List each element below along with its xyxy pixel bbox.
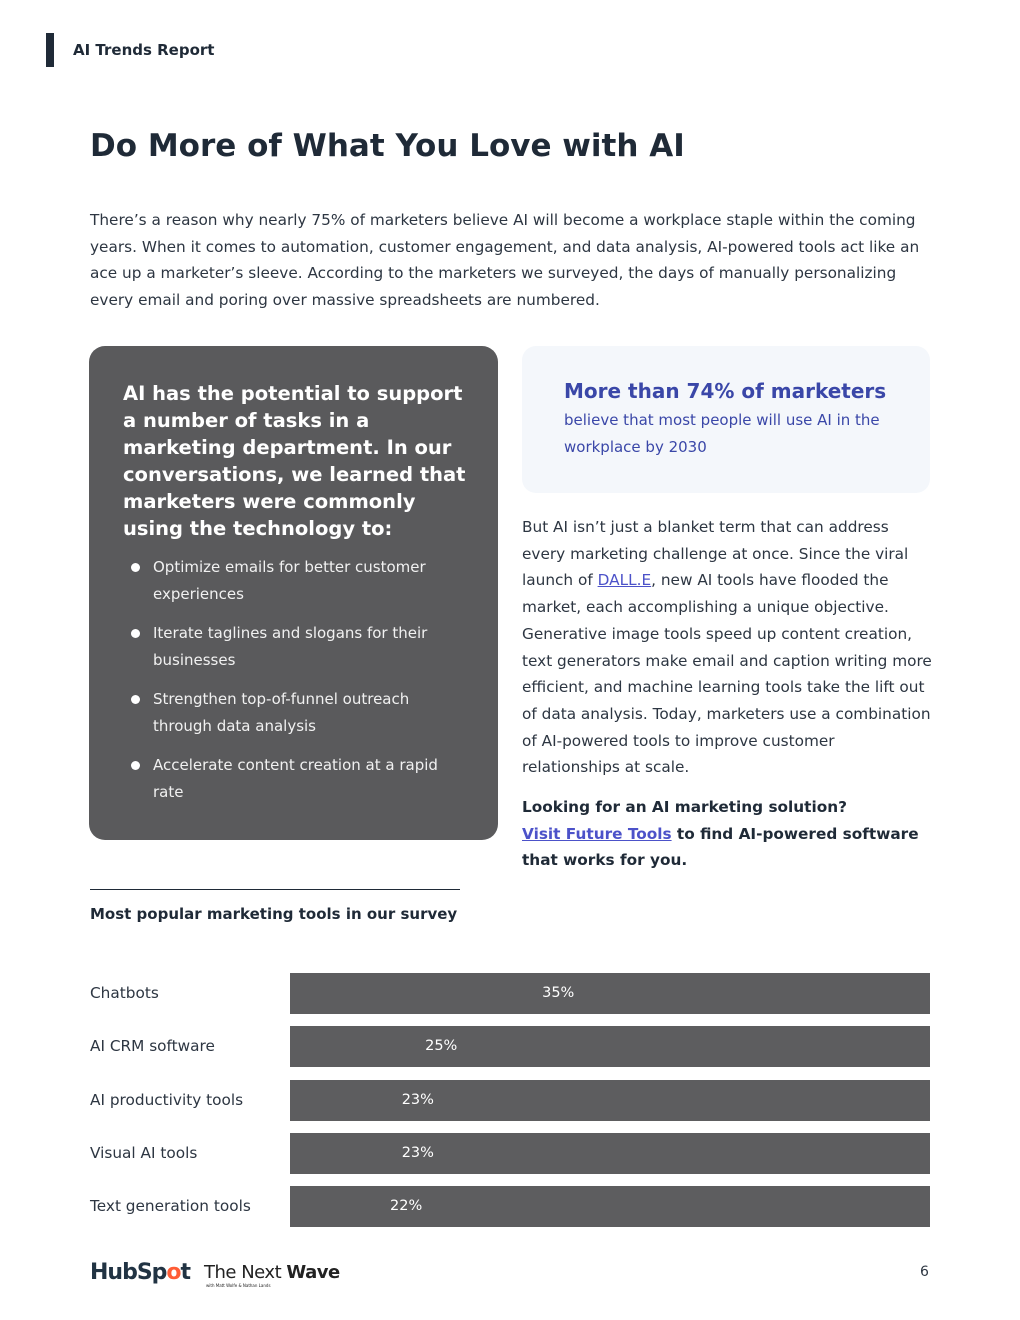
list-item: [123, 686, 463, 740]
dalle-link[interactable]: DALL.E: [597, 571, 652, 590]
body-text: But AI isn’t just a blanket term that can address every marketing challenge at once. Since the viral launch of: [522, 518, 909, 590]
cta-text: to find AI-powered software that works for you.: [522, 824, 919, 870]
bar-category-label: AI CRM software: [90, 1037, 215, 1056]
bar-value-label: 23%: [401, 1091, 434, 1108]
cta-question: Looking for an AI marketing solution?: [522, 798, 848, 816]
logo-subtitle: with Matt Wolfe & Nathan Lands: [206, 1283, 271, 1288]
logo-text-bold: Wave: [286, 1262, 340, 1283]
bar: [290, 1026, 930, 1067]
tasks-list: [123, 554, 463, 818]
body-paragraph: [522, 514, 932, 781]
hubspot-logo: HubSpot: [90, 1260, 191, 1285]
divider: [90, 889, 460, 890]
bullet-icon: [131, 761, 140, 770]
report-title: AI Trends Report: [73, 41, 215, 59]
bullet-icon: [131, 629, 140, 638]
callout-subtext: believe that most people will use AI in the workplace by 2030: [564, 411, 880, 456]
bar-value-label: 23%: [401, 1144, 434, 1161]
the-next-wave-logo: [204, 1262, 340, 1283]
bar-category-label: Text generation tools: [90, 1197, 251, 1216]
page-number: 6: [920, 1264, 929, 1280]
bar: [290, 1080, 930, 1121]
bullet-icon: [131, 563, 140, 572]
list-item: [123, 620, 463, 674]
bullet-icon: [131, 695, 140, 704]
bar-category-label: AI productivity tools: [90, 1090, 244, 1109]
bar-value-label: 25%: [425, 1038, 458, 1055]
cta-block: [522, 794, 932, 874]
intro-paragraph: There’s a reason why nearly 75% of marketers believe AI will become a workplace staple within the coming years. When it comes to automation, customer engagement, and data analysis, AI-powered tools act like an ace up a marketer’s sleeve. According to the marketers we surveyed, the days of manually personalizing every email and poring over massive spreadsheets are numbered.: [90, 211, 920, 310]
tasks-box: [89, 346, 498, 840]
tasks-lead: AI has the potential to support a number of tasks in a marketing department. In our conversations, we learned that marketers were commonly using the technology to:: [123, 382, 466, 540]
body-text: , new AI tools have flooded the market, each accomplishing a unique objective. Generative image tools speed up content creation, text generators make email and caption writing more efficient, and machine learning tools take the lift out of data analysis. Today, marketers use a combination of AI-powered tools to improve customer relationships at scale.: [522, 571, 932, 777]
bullet-text: Iterate taglines and slogans for their businesses: [153, 624, 428, 669]
bar-category-label: Chatbots: [90, 984, 159, 1002]
logo-text: The Next: [204, 1262, 287, 1283]
list-item: [123, 554, 463, 608]
bullet-text: Strengthen top-of-funnel outreach through data analysis: [153, 690, 410, 735]
callout-headline: More than 74% of marketers: [564, 379, 887, 403]
bar-category-label: Visual AI tools: [90, 1143, 198, 1162]
bullet-text: Accelerate content creation at a rapid rate: [153, 756, 438, 801]
bullet-text: Optimize emails for better customer experiences: [153, 558, 426, 603]
future-tools-link[interactable]: Visit Future Tools: [522, 824, 672, 843]
bar: [290, 1186, 930, 1227]
bar: [290, 973, 930, 1014]
bar-value-label: 22%: [390, 1198, 423, 1215]
list-item: [123, 752, 463, 806]
bar-value-label: 35%: [542, 985, 575, 1001]
chart-title: Most popular marketing tools in our survey: [90, 905, 458, 923]
bar: [290, 1133, 930, 1174]
stat-callout: [522, 346, 930, 493]
page-title: Do More of What You Love with AI: [90, 128, 685, 164]
header-accent-bar: [46, 33, 54, 67]
